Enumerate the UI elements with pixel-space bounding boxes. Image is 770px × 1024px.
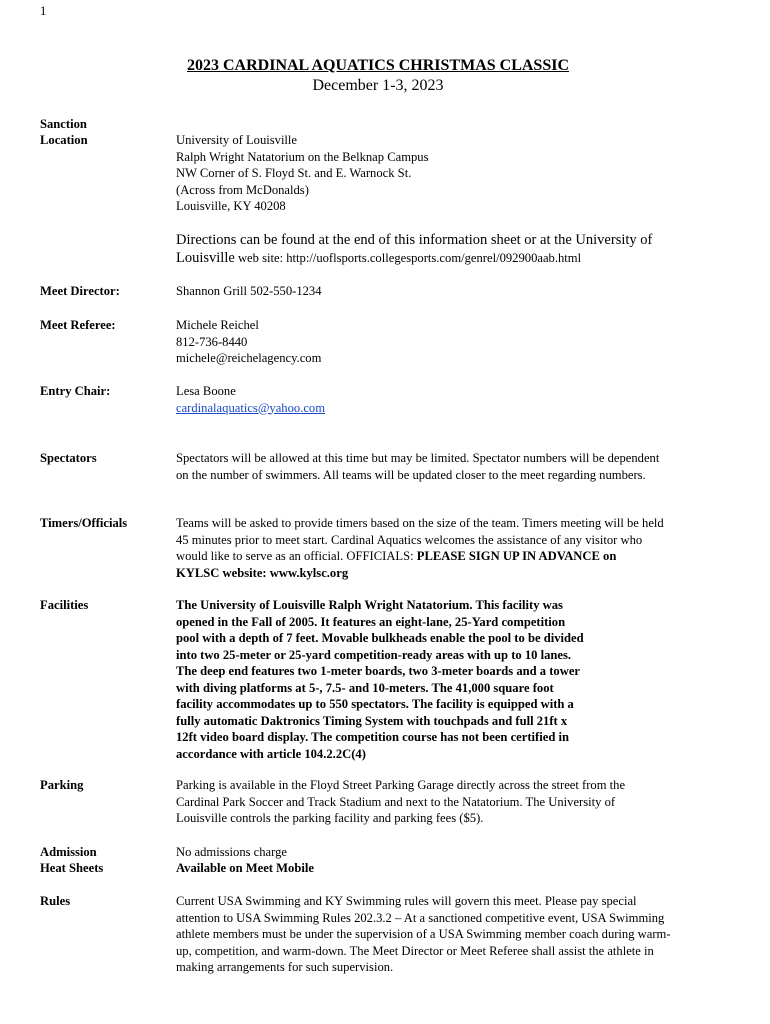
spectators-line: on the number of swimmers. All teams will be updated closer to the meet regarding numbers.: [176, 467, 646, 482]
directions-line: Louisville web site: http://uoflsports.collegesports.com/genrel/092900aab.html: [176, 250, 582, 266]
referee-email: michele@reichelagency.com: [176, 351, 322, 365]
timers-officials-text: [176, 515, 736, 581]
sanction-label: Sanction: [40, 117, 87, 131]
directions-line: Directions can be found at the end of this information sheet or at the University of: [176, 232, 653, 248]
facilities-line: into two 25-meter or 25-yard competition-ready areas with up to 10 lanes.: [176, 647, 572, 662]
rules-line: attention to USA Swimming Rules 202.3.2 – At a sanctioned competitive event, USA Swimming: [176, 910, 665, 925]
parking-line: Cardinal Park Soccer and Track Stadium and next to the Natatorium. The University of: [176, 794, 616, 809]
spectators-label: Spectators: [40, 451, 97, 465]
meet-referee-label: Meet Referee:: [40, 318, 116, 332]
rules-line: Current USA Swimming and KY Swimming rules will govern this meet. Please pay special: [176, 894, 637, 908]
page-title: [0, 56, 756, 76]
meet-dates: December 1-3, 2023: [312, 77, 444, 94]
directions-text: [176, 231, 736, 267]
entry-chair-email-link[interactable]: cardinalaquatics@yahoo.com: [176, 400, 326, 415]
officials-signup-notice: PLEASE SIGN UP IN ADVANCE on: [416, 549, 617, 563]
facilities-line: fully automatic Daktronics Timing System with touchpads and full 21ft x: [176, 713, 568, 728]
meet-director-label: Meet Director:: [40, 284, 120, 298]
parking-line: Louisville controls the parking facility and parking fees ($5).: [176, 811, 484, 825]
page-number: 1: [40, 4, 47, 18]
location-label: Location: [40, 133, 88, 147]
spectators-line: Spectators will be allowed at this time but may be limited. Spectator numbers will be dependent: [176, 451, 660, 465]
parking-text: [176, 777, 736, 827]
facilities-line: The University of Louisville Ralph Wright Natatorium. This facility was: [176, 598, 563, 612]
facilities-line: The deep end features two 1-meter boards, two 3-meter boards and a tower: [176, 664, 580, 678]
spectators-text: [176, 450, 736, 483]
kylsc-website: KYLSC website: www.kylsc.org: [176, 565, 349, 580]
facilities-line: pool with a depth of 7 feet. Movable bulkheads enable the pool to be divided: [176, 631, 584, 645]
timers-officials-label: Timers/Officials: [40, 516, 128, 530]
facilities-line: with diving platforms at 5-, 7.5- and 10-meters. The 41,000 square foot: [176, 680, 554, 695]
rules-line: making arrangements for such supervision.: [176, 960, 394, 974]
location-line: NW Corner of S. Floyd St. and E. Warnock St.: [176, 166, 412, 180]
timers-line: 45 minutes prior to meet start. Cardinal Aquatics welcomes the assistance of any visitor who: [176, 532, 643, 547]
admission-value: No admissions charge: [176, 845, 287, 859]
rules-line: up, competition, and warm-down. The Meet Director or Meet Referee shall assist the athlete in: [176, 943, 654, 958]
meet-title: 2023 CARDINAL AQUATICS CHRISTMAS CLASSIC: [187, 57, 569, 74]
facilities-label: Facilities: [40, 598, 89, 612]
referee-name: Michele Reichel: [176, 318, 259, 332]
parking-label: Parking: [40, 778, 84, 792]
timers-line: Teams will be asked to provide timers based on the size of the team. Timers meeting will be held: [176, 516, 664, 530]
admission-label: Admission: [40, 845, 97, 859]
timers-line: would like to serve as an official. OFFICIALS: PLEASE SIGN UP IN ADVANCE on: [176, 549, 617, 563]
entry-chair-name: Lesa Boone: [176, 384, 236, 398]
facilities-text: [176, 597, 736, 762]
location-line: Ralph Wright Natatorium on the Belknap Campus: [176, 149, 429, 164]
location-line: University of Louisville: [176, 133, 298, 147]
facilities-line: accordance with article 104.2.2C(4): [176, 746, 366, 761]
rules-text: [176, 893, 736, 976]
facilities-line: 12ft video board display. The competition course has not been certified in: [176, 730, 569, 744]
referee-phone: 812-736-8440: [176, 334, 248, 349]
location-address: [176, 132, 736, 215]
facilities-line: opened in the Fall of 2005. It features an eight-lane, 25-Yard competition: [176, 614, 566, 629]
parking-line: Parking is available in the Floyd Street Parking Garage directly across the street from the: [176, 778, 626, 792]
heat-sheets-label: Heat Sheets: [40, 861, 104, 875]
facilities-line: facility accommodates up to 550 spectators. The facility is equipped with a: [176, 697, 574, 711]
rules-line: athlete members must be under the supervision of a USA Swimming member coach during warm-: [176, 927, 671, 941]
meet-director-value: Shannon Grill 502-550-1234: [176, 284, 322, 298]
location-line: (Across from McDonalds): [176, 182, 309, 197]
rules-label: Rules: [40, 894, 71, 908]
entry-chair-label: Entry Chair:: [40, 384, 111, 398]
heat-sheets-value: Available on Meet Mobile: [176, 861, 314, 875]
meet-referee-info: [176, 317, 736, 367]
entry-chair-info: [176, 383, 736, 416]
location-line: Louisville, KY 40208: [176, 199, 286, 213]
